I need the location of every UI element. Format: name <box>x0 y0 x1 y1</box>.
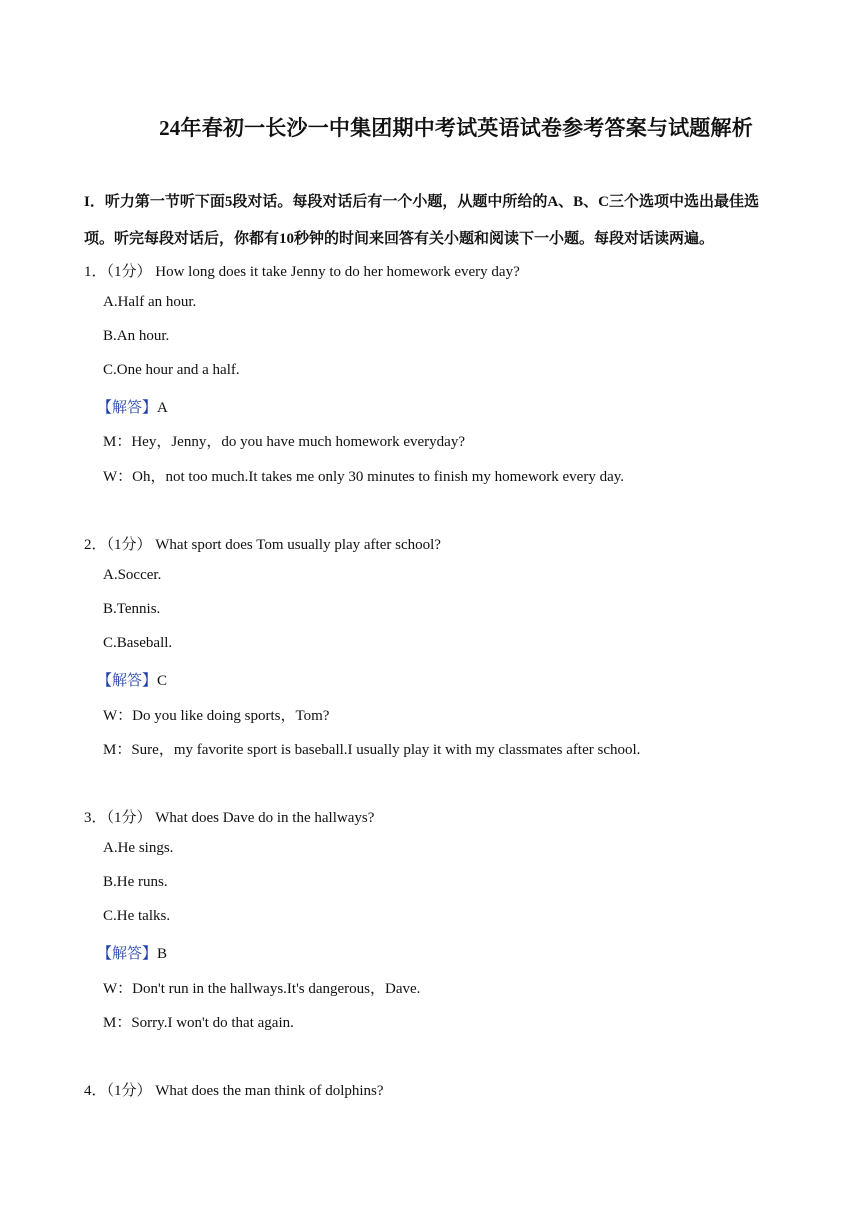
answer-tag: 【解答】 <box>97 400 158 416</box>
page-title: 24年春初一长沙一中集团期中考试英语试卷参考答案与试题解析 <box>159 116 753 140</box>
question-1-option-b: B.An hour. <box>103 328 170 344</box>
question-3-option-b: B.He runs. <box>103 874 168 890</box>
answer-letter: B <box>157 946 168 962</box>
answer-tag: 【解答】 <box>97 946 158 962</box>
question-1-option-c: C.One hour and a half. <box>103 362 240 378</box>
question-2-dialogue-line-2: M：Sure，my favorite sport is baseball.I usually play it with my classmates after school. <box>103 742 641 758</box>
question-4-stem: 4．（1分） What does the man think of dolphins? <box>84 1083 384 1099</box>
answer-letter: C <box>157 673 168 689</box>
question-3-option-c: C.He talks. <box>103 908 171 924</box>
question-2-stem: 2．（1分） What sport does Tom usually play after school? <box>84 537 441 553</box>
question-3-answer <box>97 942 167 963</box>
question-1-stem: 1．（1分） How long does it take Jenny to do her homework every day? <box>84 264 520 280</box>
question-2-option-c: C.Baseball. <box>103 635 173 651</box>
answer-letter: A <box>157 400 168 416</box>
question-3-option-a: A.He sings. <box>103 840 174 856</box>
question-2-option-b: B.Tennis. <box>103 601 161 617</box>
answer-tag: 【解答】 <box>97 673 158 689</box>
section-instruction-line-1: I．听力第一节听下面5段对话。每段对话后有一个小题，从题中所给的A、B、C三个选项中选出最佳选 <box>84 194 760 210</box>
question-1-option-a: A.Half an hour. <box>103 294 197 310</box>
question-3-dialogue-line-1: W：Don't run in the hallways.It's dangerous，Dave. <box>103 981 421 997</box>
question-2-answer <box>97 669 167 690</box>
question-2-option-a: A.Soccer. <box>103 567 162 583</box>
question-1-dialogue-line-2: W：Oh，not too much.It takes me only 30 minutes to finish my homework every day. <box>103 469 625 485</box>
section-instruction-line-2: 项。听完每段对话后，你都有10秒钟的时间来回答有关小题和阅读下一小题。每段对话读两遍。 <box>84 231 715 247</box>
question-1-answer <box>97 396 168 417</box>
question-3-stem: 3．（1分） What does Dave do in the hallways? <box>84 810 375 826</box>
question-2-dialogue-line-1: W：Do you like doing sports，Tom? <box>103 708 330 724</box>
question-3-dialogue-line-2: M：Sorry.I won't do that again. <box>103 1015 294 1031</box>
question-1-dialogue-line-1: M：Hey，Jenny，do you have much homework everyday? <box>103 434 465 450</box>
